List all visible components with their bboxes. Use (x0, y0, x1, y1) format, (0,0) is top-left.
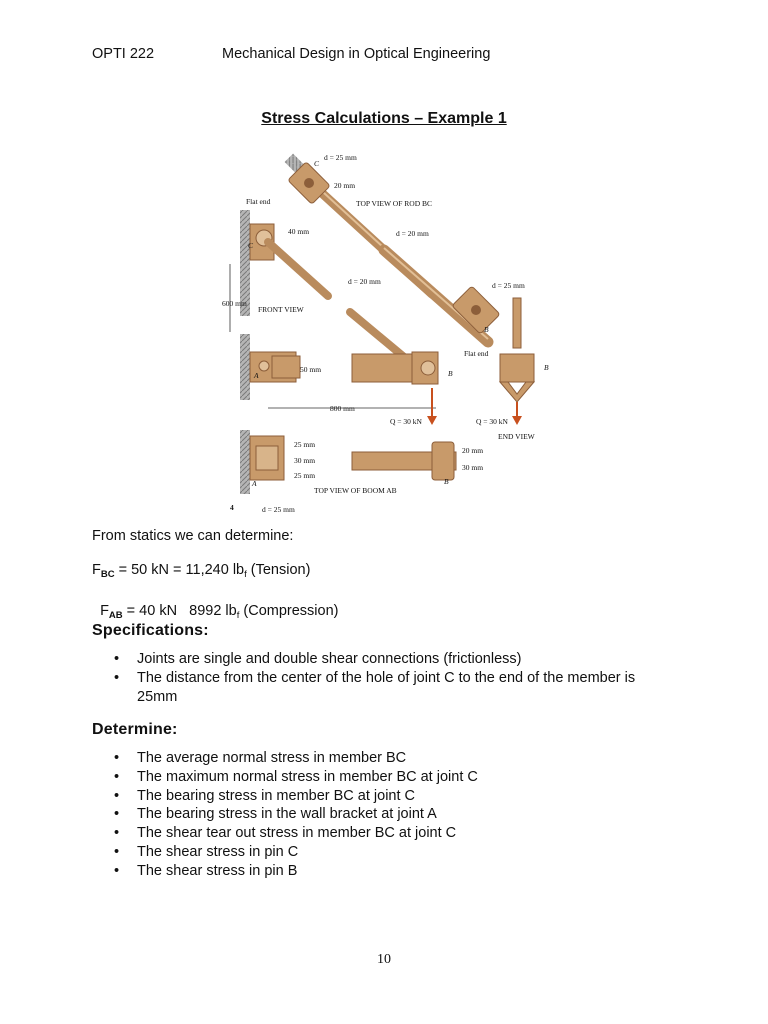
bullet-glyph: • (114, 768, 120, 785)
specifications-section (92, 622, 692, 706)
force-ab-symbol: F (100, 603, 109, 619)
specifications-list (92, 650, 692, 706)
label-front-view: FRONT VIEW (258, 305, 304, 314)
label-end-view: END VIEW (498, 432, 535, 441)
label-q-end: Q = 30 kN (476, 417, 508, 426)
specifications-heading: Specifications: (92, 622, 209, 639)
top-view-rod-bc (285, 154, 500, 342)
label-point-b-top: B (484, 325, 489, 334)
bullet-glyph: • (114, 787, 120, 804)
label-50mm: 50 mm (300, 365, 322, 374)
label-point-b-front: B (448, 369, 453, 378)
bullet-glyph: • (114, 651, 120, 667)
front-view (230, 210, 422, 372)
label-20mm-top: 20 mm (334, 181, 356, 190)
label-point-c-top: C (314, 159, 320, 168)
list-item (92, 650, 692, 669)
force-bc-symbol: F (92, 562, 101, 578)
label-25mm-b: 25 mm (294, 471, 316, 480)
list-item-text: The shear stress in pin B (137, 862, 298, 879)
list-item-text: The shear stress in pin C (137, 843, 299, 860)
bullet-glyph: • (114, 806, 120, 823)
label-d-b: d = 25 mm (492, 281, 525, 290)
label-q-front: Q = 30 kN (390, 417, 422, 426)
structure-figure (222, 146, 554, 518)
header-subject: Mechanical Design in Optical Engineering (222, 46, 491, 62)
force-ab-value: = 40 kN 8992 lb (122, 603, 237, 619)
list-item-text: The average normal stress in member BC (137, 750, 407, 766)
list-item-text: The maximum normal stress in member BC at joint C (137, 768, 478, 785)
label-800mm: 800 mm (330, 404, 355, 413)
label-40mm: 40 mm (288, 227, 310, 236)
force-ab-subscript: AB (108, 610, 123, 621)
list-item (92, 768, 692, 787)
list-item-text: The shear tear out stress in member BC at joint C (137, 825, 457, 842)
force-bc (92, 562, 310, 580)
end-view (500, 298, 534, 425)
list-item (92, 824, 692, 843)
force-bc-note: (Tension) (246, 562, 311, 578)
determine-list (92, 749, 692, 881)
label-fig-num: 4 (230, 503, 234, 512)
label-d-front: d = 20 mm (348, 277, 381, 286)
header-course: OPTI 222 (92, 46, 155, 62)
label-flat-end-top: Flat end (246, 197, 271, 206)
label-25mm-a: 25 mm (294, 440, 316, 449)
determine-section (92, 721, 692, 881)
determine-heading: Determine: (92, 721, 178, 738)
label-d-a: d = 25 mm (262, 505, 295, 514)
bullet-glyph: • (114, 843, 120, 860)
force-bc-value: = 50 kN = 11,240 lb (114, 562, 245, 578)
list-item-text: The distance from the center of the hole of joint C to the end of the member is 25mm (137, 669, 636, 705)
label-top-view-boom-ab: TOP VIEW OF BOOM AB (314, 486, 397, 495)
label-point-b-end: B (544, 363, 549, 372)
label-top-view-rod-bc: TOP VIEW OF ROD BC (356, 199, 432, 208)
page-title: Stress Calculations – Example 1 (261, 110, 507, 127)
force-ab (92, 587, 338, 621)
force-bc-unit-subscript: f (244, 569, 247, 580)
label-20mm-boom: 20 mm (462, 446, 484, 455)
list-item-text: Joints are single and double shear connections (frictionless) (137, 651, 522, 667)
force-ab-unit-subscript: f (236, 610, 240, 621)
list-item (92, 749, 692, 768)
list-item (92, 862, 692, 881)
top-view-boom-ab (240, 430, 456, 494)
label-30mm-boom: 30 mm (462, 463, 484, 472)
bullet-glyph: • (114, 669, 120, 686)
label-point-b-boom: B (444, 477, 449, 486)
label-point-a-top: A (252, 479, 257, 488)
list-item-text: The bearing stress in member BC at joint C (137, 787, 416, 804)
list-item (92, 805, 692, 824)
label-600mm: 600 mm (222, 299, 247, 308)
label-point-c-front: C (248, 241, 254, 250)
bullet-glyph: • (114, 825, 120, 842)
bullet-glyph: • (114, 750, 120, 766)
list-item (92, 843, 692, 862)
label-flat-end-b: Flat end (464, 349, 489, 358)
list-item (92, 787, 692, 806)
statics-intro: From statics we can determine: (92, 528, 294, 544)
list-item-text: The bearing stress in the wall bracket at joint A (137, 806, 437, 823)
label-30mm: 30 mm (294, 456, 316, 465)
label-point-a-front: A (254, 371, 259, 380)
label-d-c: d = 25 mm (324, 153, 357, 162)
bullet-glyph: • (114, 862, 120, 879)
force-ab-note: (Compression) (239, 603, 339, 619)
list-item (92, 669, 657, 707)
label-d-mid: d = 20 mm (396, 229, 429, 238)
force-bc-subscript: BC (100, 569, 115, 580)
page-number: 10 (377, 952, 391, 967)
